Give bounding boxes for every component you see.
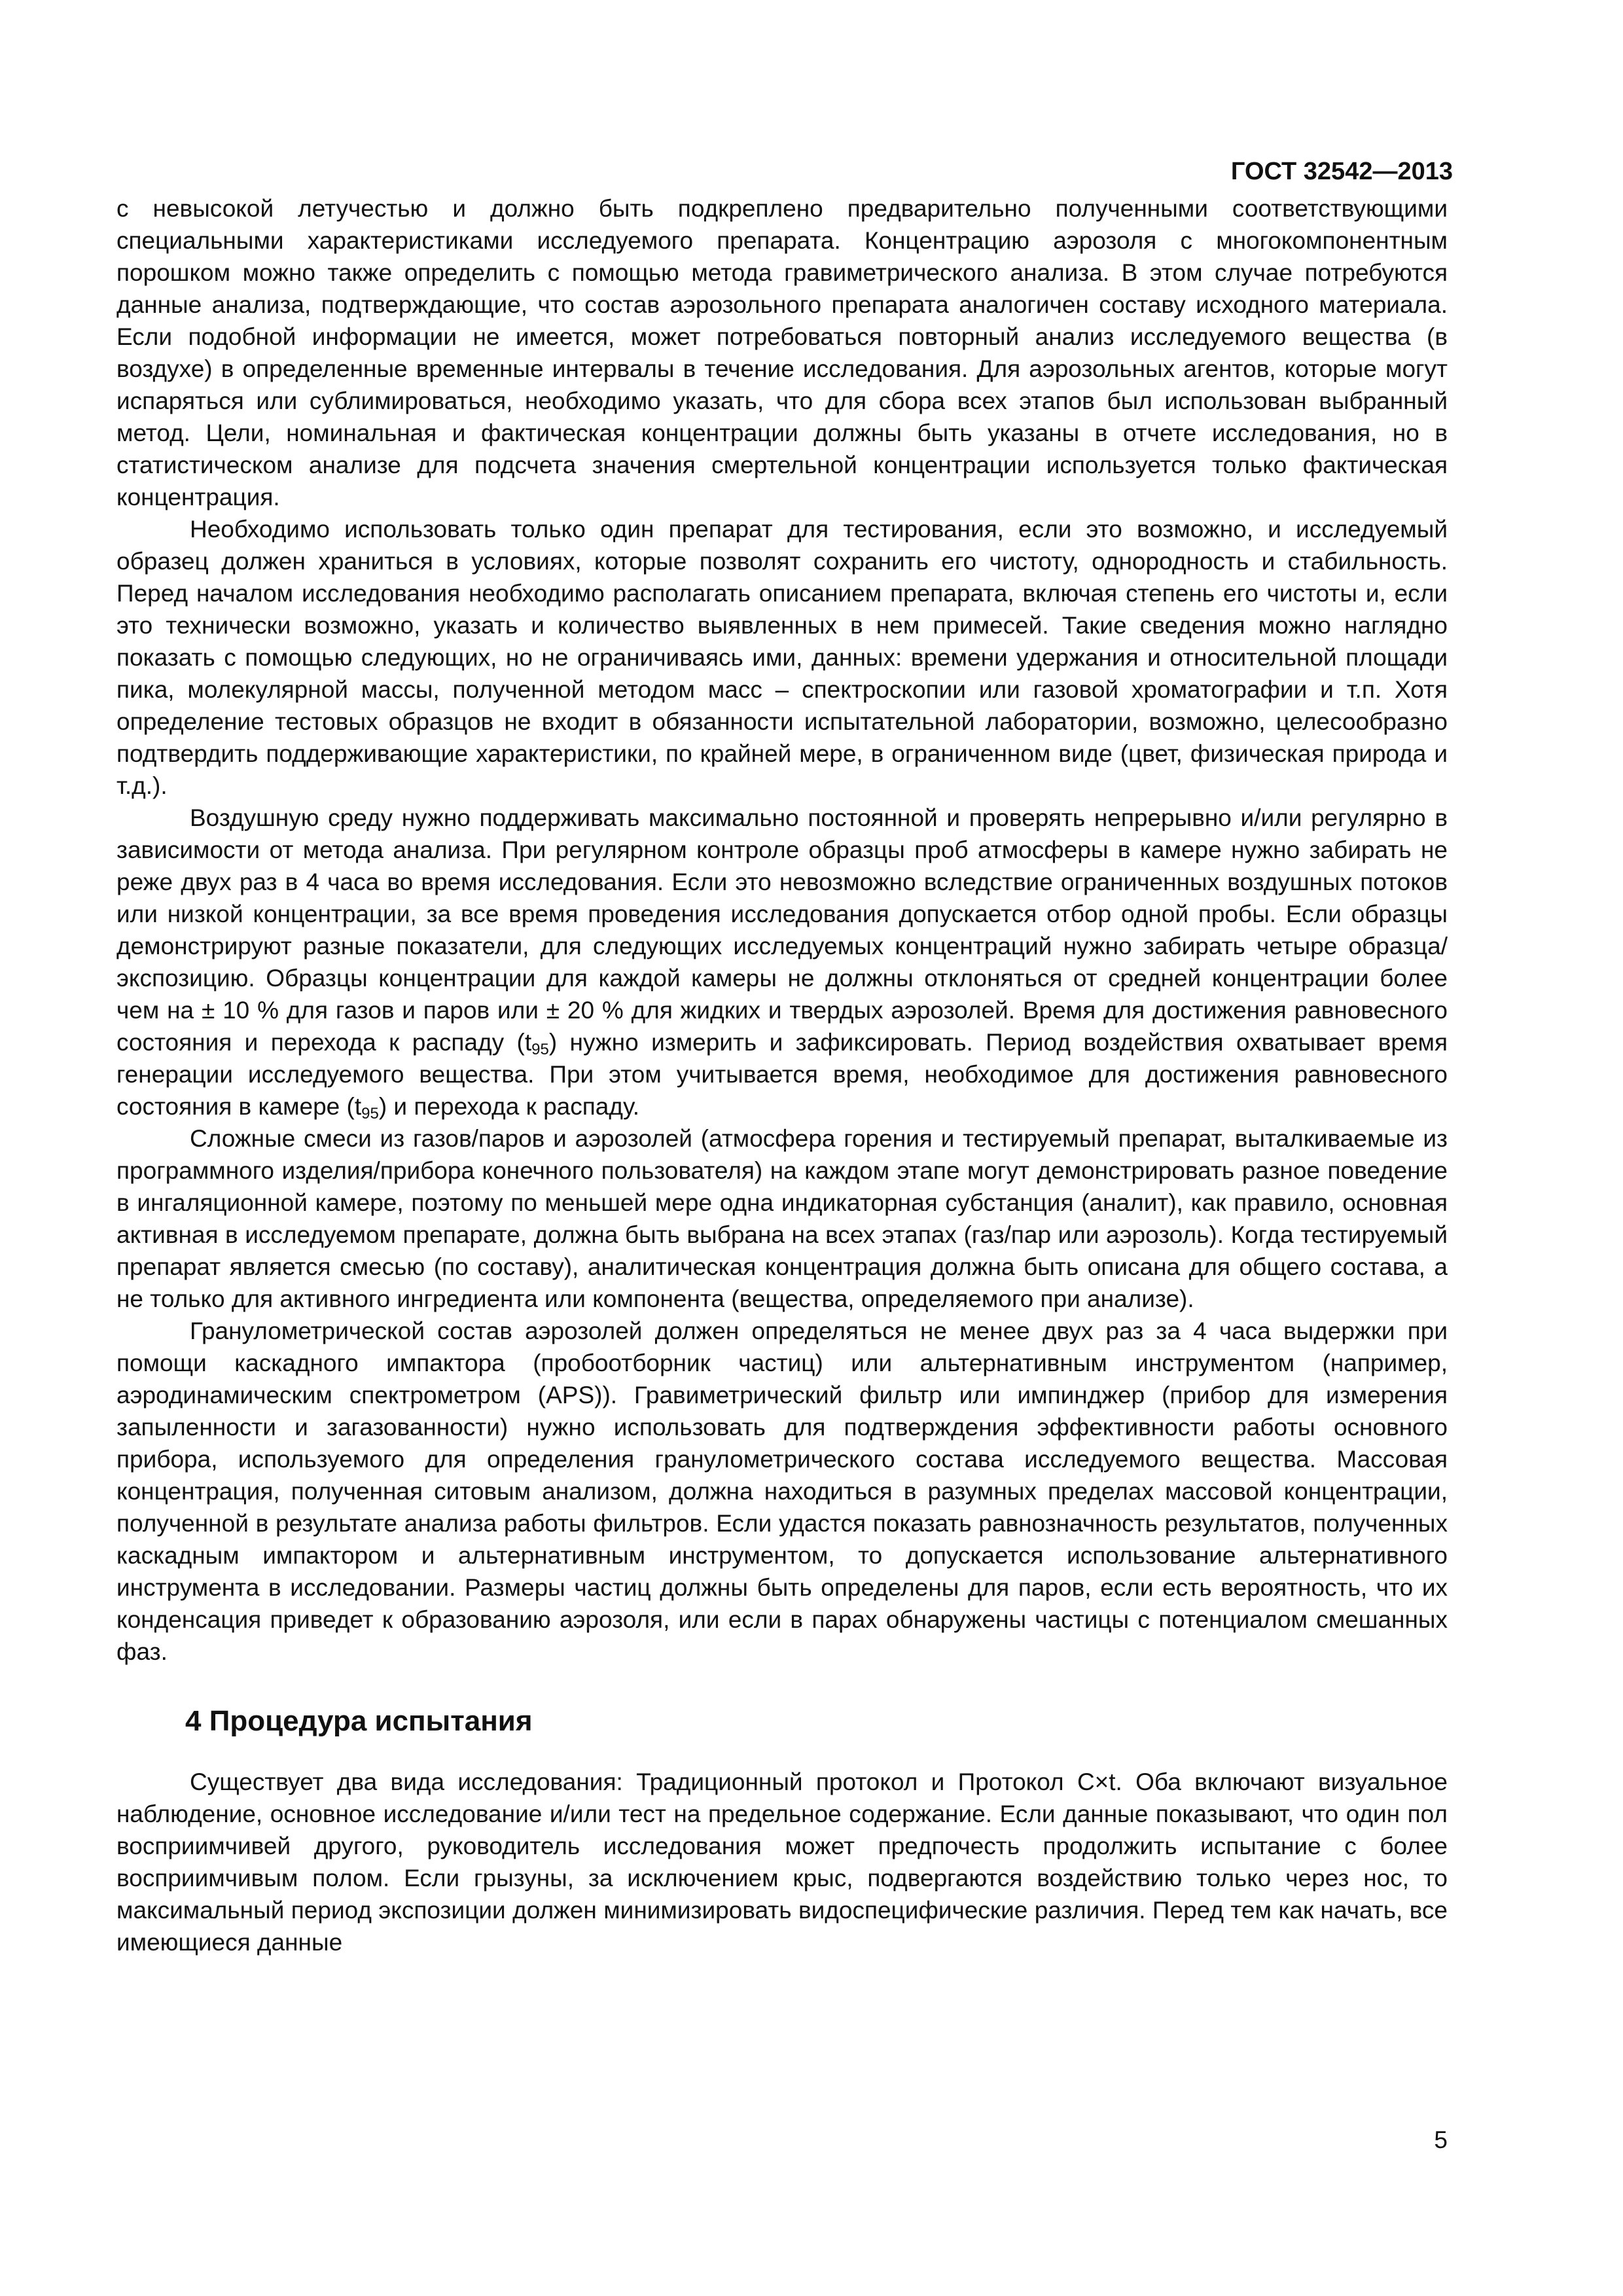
paragraph-3-part-a: Воздушную среду нужно поддерживать максимально постоянной и проверять непрерывно и/или регулярно в зависимости от метода анализа. При регулярном контроле образцы проб атмосферы в камере нужно забирать не реже двух раз в 4 часа во время исследования. Если это невозможно вследствие ограниченных воздушных потоков или низкой концентрации, за все время проведения исследования допускается отбор одной пробы. Если образцы демонстрируют разные показатели, для следующих исследуемых концентраций нужно забирать четыре образца/экспозицию. Образцы концентрации для каждой камеры не должны отклоняться от средней концентрации более чем на ± 10 % для газов и паров или ± 20 % для жидких и твердых аэрозолей. Время для достижения равновесного состояния и перехода к распаду (t [116,804,1448,1056]
paragraph-3-part-b: ) нужно измерить и зафиксировать. Период воздействия охватывает время генерации исследуемого вещества. При этом учитывается время, необходимое для достижения равновесного состояния в камере (t [116,1029,1448,1120]
page-number: 5 [1434,2126,1448,2153]
paragraph-3 [116,802,1448,1122]
subscript-95: 95 [361,1105,379,1122]
paragraph-2: Необходимо использовать только один препарат для тестирования, если это возможно, и исследуемый образец должен храниться в условиях, которые позволят сохранить его чистоту, однородность и стабильность. Перед началом исследования необходимо располагать описанием препарата, включая степень его чистоты и, если это технически возможно, указать и количество выявленных в нем примесей. Такие сведения можно наглядно показать с помощью следующих, но не ограничиваясь ими, данных: времени удержания и относительной площади пика, молекулярной массы, полученной методом масс – спектроскопии или газовой хроматографии и т.п. Хотя определение тестовых образцов не входит в обязанности испытательной лаборатории, возможно, целесообразно подтвердить поддерживающие характеристики, по крайней мере, в ограниченном виде (цвет, физическая природа и т.д.). [116,516,1448,799]
subscript-95: 95 [531,1041,549,1058]
paragraph-1: с невысокой летучестью и должно быть подкреплено предварительно полученными соответствующими специальными характеристиками исследуемого препарата. Концентрацию аэрозоля с многокомпонентным порошком можно также определить с помощью метода гравиметрического анализа. В этом случае потребуются данные анализа, подтверждающие, что состав аэрозольного препарата аналогичен составу исходного материала. Если подобной информации не имеется, может потребоваться повторный анализ исследуемого вещества (в воздухе) в определенные временные интервалы в течение исследования. Для аэрозольных агентов, которые могут испаряться или сублимироваться, необходимо указать, что для сбора всех этапов был использован выбранный метод. Цели, номинальная и фактическая концентрации должны быть указаны в отчете исследования, но в статистическом анализе для подсчета значения смертельной концентрации используется только фактическая концентрация. [116,195,1448,511]
document-header: ГОСТ 32542—2013 [1230,158,1453,185]
document-body [116,192,1448,1958]
section-title: 4 Процедура испытания [185,1705,533,1737]
paragraph-4: Сложные смеси из газов/паров и аэрозолей (атмосфера горения и тестируемый препарат, выталкиваемые из программного изделия/прибора конечного пользователя) на каждом этапе могут демонстрировать разное поведение в ингаляционной камере, поэтому по меньшей мере одна индикаторная субстанция (аналит), как правило, основная активная в исследуемом препарате, должна быть выбрана на всех этапах (газ/пар или аэрозоль). Когда тестируемый препарат является смесью (по составу), аналитическая концентрация должна быть описана для общего состава, а не только для активного ингредиента или компонента (вещества, определяемого при анализе). [116,1125,1448,1312]
paragraph-3-part-c: ) и перехода к распаду. [378,1093,640,1120]
paragraph-6: Существует два вида исследования: Традиционный протокол и Протокол C×t. Оба включают визуальное наблюдение, основное исследование и/или тест на предельное содержание. Если данные показывают, что один пол восприимчивей другого, руководитель исследования может предпочесть продолжить испытание с более восприимчивым полом. Если грызуны, за исключением крыс, подвергаются воздействию только через нос, то максимальный период экспозиции должен минимизировать видоспецифические различия. Перед тем как начать, все имеющиеся данные [116,1768,1448,1956]
paragraph-5: Гранулометрической состав аэрозолей должен определяться не менее двух раз за 4 часа выдержки при помощи каскадного импактора (пробоотборник частиц) или альтернативным инструментом (например, аэродинамическим спектрометром (APS)). Гравиметрический фильтр или импинджер (прибор для измерения запыленности и загазованности) нужно использовать для подтверждения эффективности работы основного прибора, используемого для определения гранулометрического состава исследуемого вещества. Массовая концентрация, полученная ситовым анализом, должна находиться в разумных пределах массовой концентрации, полученной в результате анализа работы фильтров. Если удастся показать равнозначность результатов, полученных каскадным импактором и альтернативным инструментом, то допускается использование альтернативного инструмента в исследовании. Размеры частиц должны быть определены для паров, если есть вероятность, что их конденсация приведет к образованию аэрозоля, или если в парах обнаружены частицы с потенциалом смешанных фаз. [116,1318,1448,1665]
